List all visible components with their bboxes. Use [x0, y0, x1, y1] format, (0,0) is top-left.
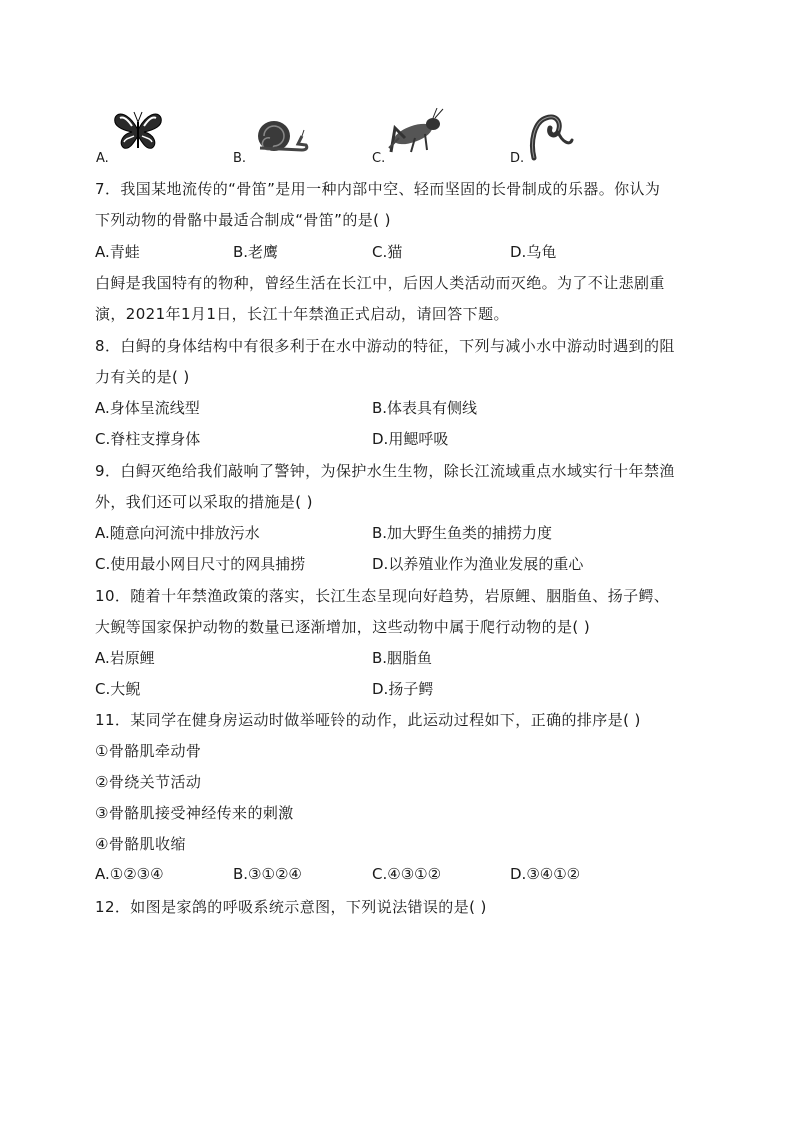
q7-option-a: A.青蛙 — [95, 243, 140, 261]
intro-passage-line1: 白鲟是我国特有的物种，曾经生活在长江中，后因人类活动而灭绝。为了不让悲剧重 — [95, 274, 665, 292]
q10-stem-line1: 10．随着十年禁渔政策的落实，长江生态呈现向好趋势，岩原鲤、胭脂鱼、扬子鳄、 — [95, 587, 670, 605]
q6-option-b-label: B. — [233, 151, 247, 166]
q11-step-2: ②骨绕关节活动 — [95, 773, 202, 791]
q11-step-4: ④骨骼肌收缩 — [95, 835, 186, 853]
q8-stem-line2: 力有关的是( ) — [95, 368, 190, 386]
q8-option-a: A.身体呈流线型 — [95, 399, 200, 417]
q8-option-d: D.用鳃呼吸 — [372, 430, 449, 448]
q7-stem-line1: 7．我国某地流传的“骨笛”是用一种内部中空、轻而坚固的长骨制成的乐器。你认为 — [95, 180, 661, 198]
q10-option-d: D.扬子鳄 — [372, 680, 434, 698]
q6-option-a-label: A. — [96, 151, 109, 166]
intro-passage-line2: 演，2021年1月1日，长江十年禁渔正式启动，请回答下题。 — [95, 305, 509, 323]
q11-option-a: A.①②③④ — [95, 865, 164, 883]
q7-option-c: C.猫 — [372, 243, 403, 261]
q10-option-c: C.大鲵 — [95, 680, 141, 698]
q11-step-1: ①骨骼肌牵动骨 — [95, 742, 202, 760]
q11-option-b: B.③①②④ — [233, 865, 302, 883]
q11-option-c: C.④③①② — [372, 865, 442, 883]
q9-option-b: B.加大野生鱼类的捕捞力度 — [372, 524, 553, 542]
q9-stem-line1: 9．白鲟灭绝给我们敲响了警钟，为保护水生生物，除长江流域重点水域实行十年禁渔 — [95, 462, 675, 480]
q12-stem-line1: 12．如图是家鸽的呼吸系统示意图，下列说法错误的是( ) — [95, 898, 487, 916]
grasshopper-image — [385, 108, 447, 164]
q10-option-b: B.胭脂鱼 — [372, 649, 433, 667]
q9-option-c: C.使用最小网目尺寸的网具捕捞 — [95, 555, 306, 573]
q9-option-d: D.以养殖业作为渔业发展的重心 — [372, 555, 584, 573]
q7-option-b: B.老鹰 — [233, 243, 279, 261]
q7-option-d: D.乌龟 — [510, 243, 557, 261]
q6-option-d-label: D. — [510, 151, 525, 166]
snail-image — [252, 118, 310, 160]
q11-step-3: ③骨骼肌接受神经传来的刺激 — [95, 804, 294, 822]
q9-option-a: A.随意向河流中排放污水 — [95, 524, 260, 542]
q11-option-d: D.③④①② — [510, 865, 581, 883]
q9-stem-line2: 外，我们还可以采取的措施是( ) — [95, 493, 313, 511]
q6-option-c-label: C. — [372, 151, 386, 166]
q7-stem-line2: 下列动物的骨骼中最适合制成“骨笛”的是( ) — [95, 211, 391, 229]
q10-stem-line2: 大鲵等国家保护动物的数量已逐渐增加，这些动物中属于爬行动物的是( ) — [95, 618, 591, 636]
earthworm-image — [528, 112, 574, 166]
q8-option-b: B.体表具有侧线 — [372, 399, 478, 417]
q10-option-a: A.岩原鲤 — [95, 649, 155, 667]
q8-stem-line1: 8．白鲟的身体结构中有很多利于在水中游动的特征，下列与减小水中游动时遇到的阻 — [95, 337, 675, 355]
q11-stem-line1: 11．某同学在健身房运动时做举哑铃的动作，此运动过程如下，正确的排序是( ) — [95, 711, 641, 729]
q8-option-c: C.脊柱支撑身体 — [95, 430, 201, 448]
butterfly-image — [112, 108, 164, 160]
